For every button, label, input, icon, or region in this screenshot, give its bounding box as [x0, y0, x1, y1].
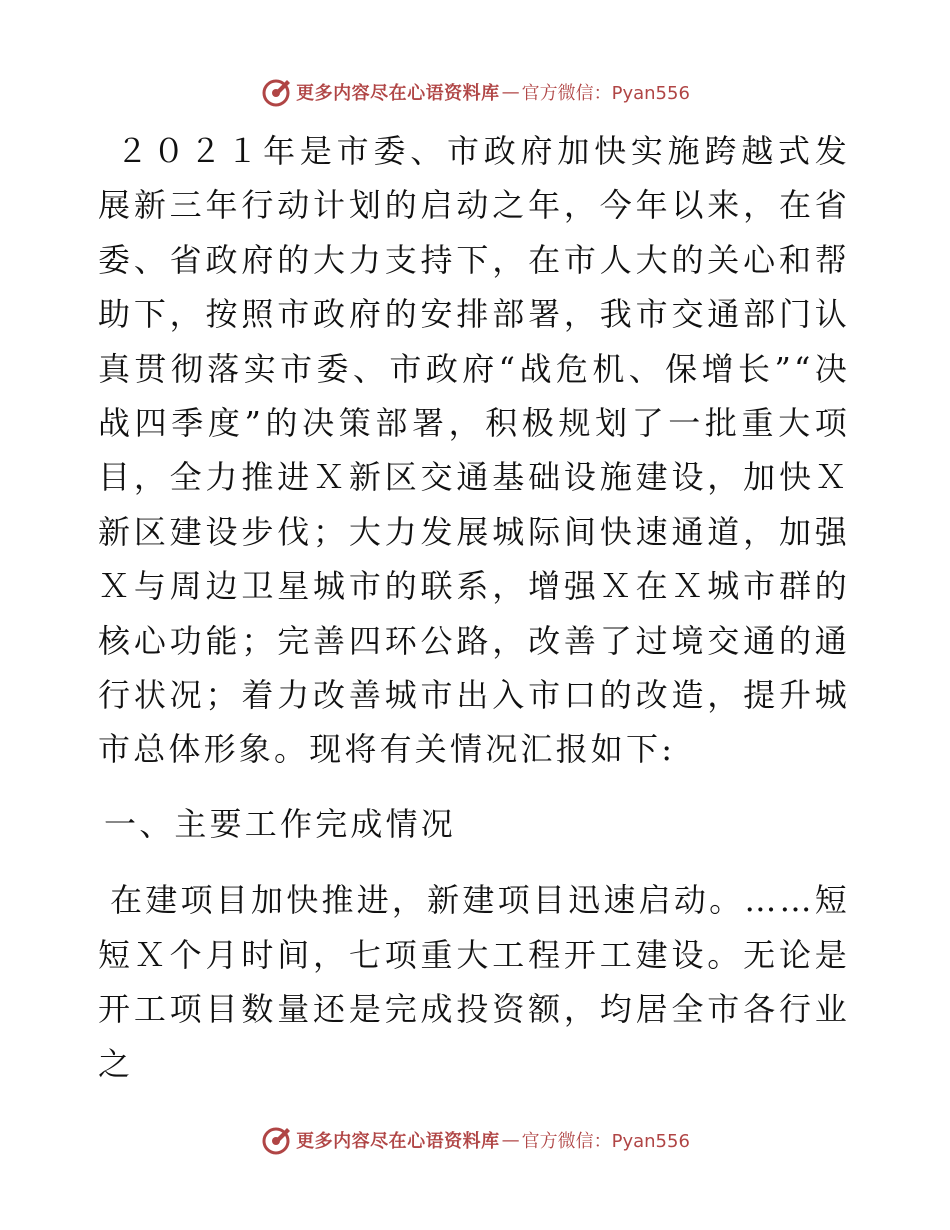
section-heading: 一、主要工作完成情况 [104, 804, 457, 843]
footer-watermark [0, 1120, 950, 1160]
watermark-contact: 官方微信：Pyan556 [521, 83, 690, 104]
watermark-contact: 官方微信：Pyan556 [521, 1131, 690, 1152]
paragraph-intro: ２０２１年是市委、市政府加快实施跨越式发展新三年行动计划的启动之年，今年以来，在省委、省政府的大力支持下，在市人大的关心和帮助下，按照市政府的安排部署，我市交通部门认真贯彻落实市委、市政府“战危机、保增长”“决战四季度”的决策部署，积极规划了一批重大项目，全力推进Ｘ新区交通基础设施建设，加快Ｘ新区建设步伐；大力发展城际间快速通道，加强Ｘ与周边卫星城市的联系，增强Ｘ在Ｘ城市群的核心功能；完善四环公路，改善了过境交通的通行状况；着力改善城市出入市口的改造，提升城市总体形象。现将有关情况汇报如下: [98, 132, 850, 769]
document-body [98, 124, 850, 1091]
watermark-separator: — [501, 81, 520, 103]
pen-logo-icon [260, 1124, 292, 1156]
pen-logo-icon [260, 76, 292, 108]
watermark-text: 更多内容尽在心语资料库 [296, 1131, 500, 1152]
paragraph-projects: 在建项目加快推进，新建项目迅速启动。……短短Ｘ个月时间，七项重大工程开工建设。无论是开工项目数量还是完成投资额，均居全市各行业之 [98, 881, 850, 1083]
header-watermark [0, 72, 950, 112]
watermark-text: 更多内容尽在心语资料库 [296, 83, 500, 104]
watermark-separator: — [501, 1129, 520, 1151]
